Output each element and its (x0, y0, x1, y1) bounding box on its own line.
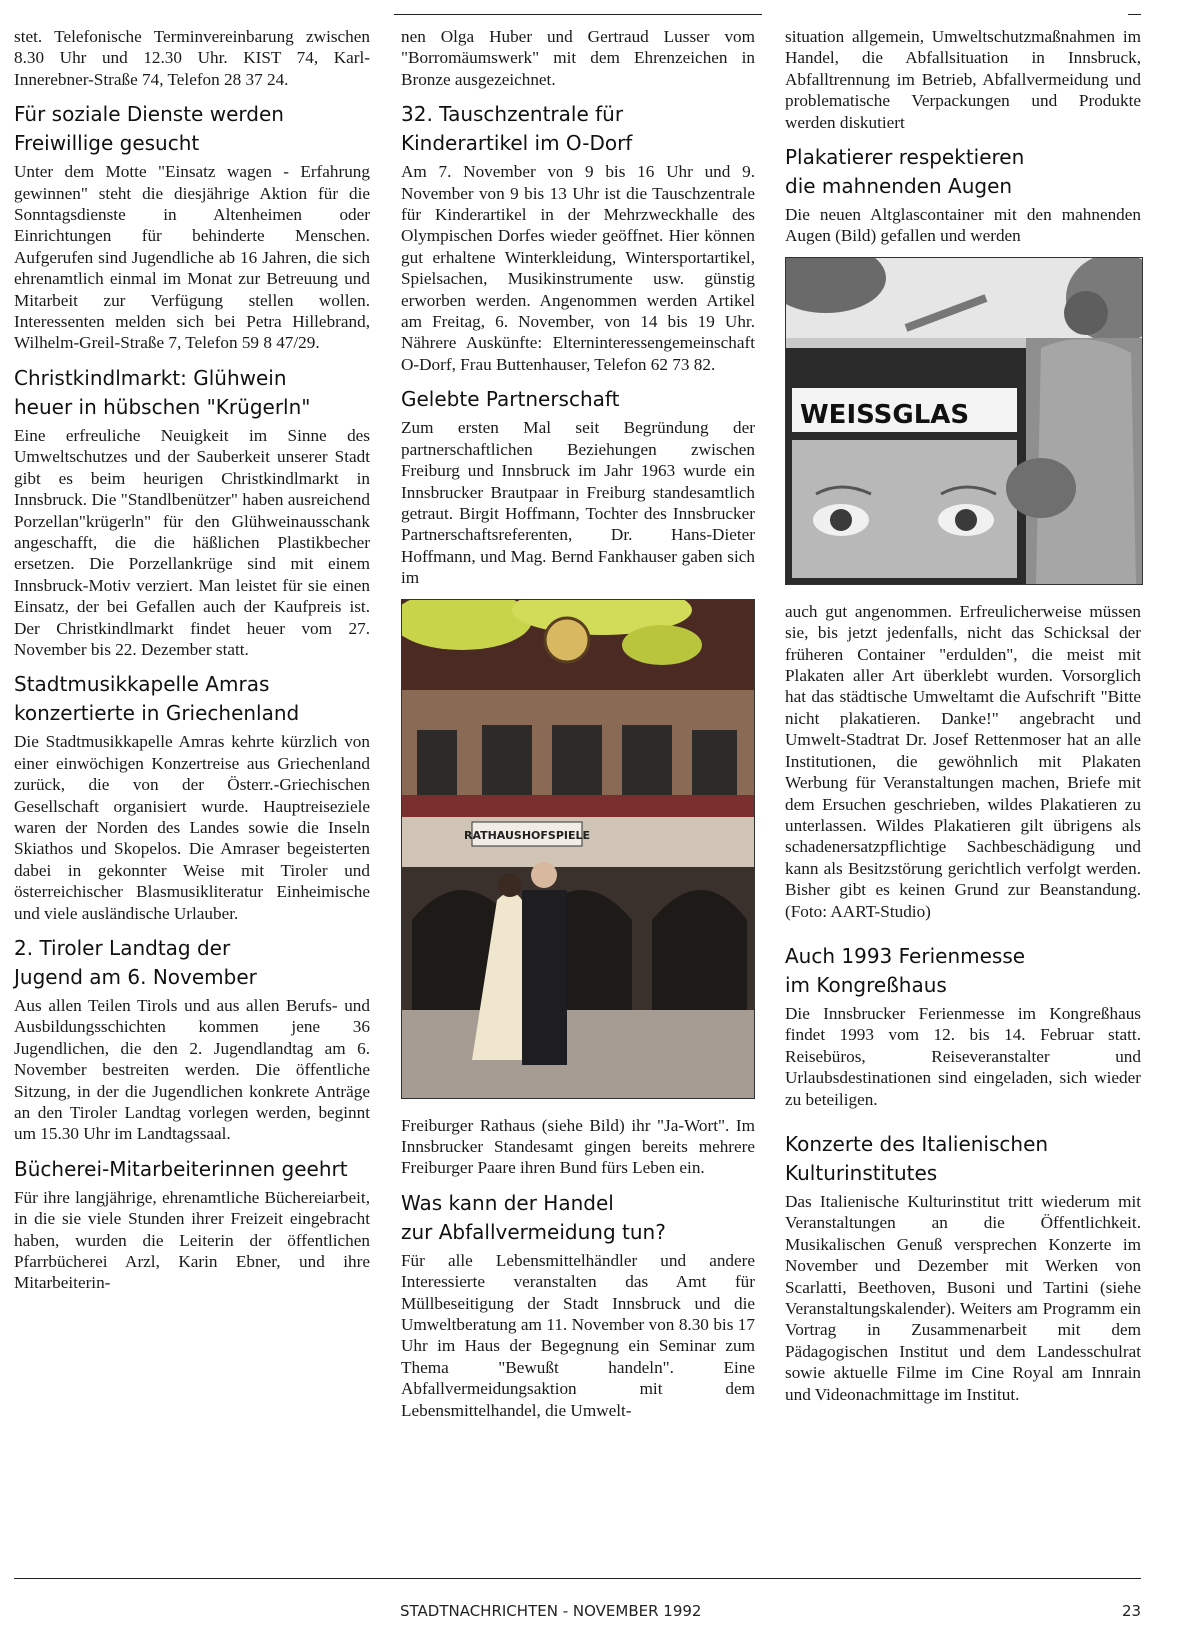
article-text: Für ihre langjährige, ehrenamtliche Büchereiarbeit, in die sie viele Stunden ihrer Freizeit eingebracht haben, wurden die Leiterin der öffentlichen Pfarrbücherei Arzl, Karin Ebner, und ihre Mitarbeiterin- (14, 1187, 370, 1293)
article-heading: 2. Tiroler Landtag der Jugend am 6. November (14, 936, 257, 989)
article-text: Das Italienische Kulturinstitut tritt wiederum mit Veranstaltungen an die Öffentlichkeit. Musikalischen Genuß versprechen Konzerte im November und Dezember mit Werken von Scarlatti, Beethoven, Busoni und Tartini (siehe Veranstaltungskalender). Weiters am Programm ein Vortrag in Zusammenarbeit mit dem Pädagogischen Institut und dem Landesschulrat sowie aktuelle Filme im Cine Royal am Innrain und Videonachmittage im Institut. (785, 1191, 1141, 1404)
article-text: Die Innsbrucker Ferienmesse im Kongreßhaus findet 1993 vom 12. bis 14. Februar statt. Reisebüros, Reiseveranstalter und Urlaubsdestinationen sind eingeladen, sich wieder zu beteiligen. (785, 1003, 1141, 1109)
wedding-photo (401, 599, 755, 1099)
photo-sign-text: RATHAUSHOFSPIELE (463, 828, 591, 842)
article-text: Aus allen Teilen Tirols und aus allen Berufs- und Ausbildungsschichten kommen jene 36 Jugendlichen, die den 2. Jugendlandtag am 6. November bestreiten werden. Die öffentliche Sitzung, in der die Jugendlichen konkrete Anträge an den Tiroler Landtag vorlegen werden, beginnt um 15.30 Uhr im Landtagssaal. (14, 996, 370, 1144)
photo-sign-text: WEISSGLAS (800, 399, 970, 430)
article-heading: Plakatierer respektieren die mahnenden Augen (785, 145, 1025, 199)
footer-rule (14, 1578, 1141, 1579)
article-heading: Stadtmusikkapelle Amras konzertierte in Griechenland (14, 672, 300, 726)
container-photo-illustration (786, 258, 1142, 584)
article-heading: Auch 1993 Ferienmesse im Kongreßhaus (785, 943, 1026, 997)
article-text: Zum ersten Mal seit Begründung der partnerschaftlichen Beziehungen zwischen Freiburg und Innsbruck im Jahr 1963 wurde ein Innsbrucker Brautpaar in Freiburg standesamtlich getraut. Birgit Hoffmann, Tochter des Innsbrucker Partnerschaftsreferenten, Dr. Hans-Dieter Hoffmann, und Mag. Bernd Fankhauser gaben sich im (401, 418, 755, 588)
article-heading: Für soziale Dienste werden Freiwillige gesucht (14, 102, 284, 156)
article-text: auch gut angenommen. Erfreulicherweise müssen sie, bis jetzt jedenfalls, nicht das Schicksal der früheren Container "erdulden", die meist mit Plakaten aller Art überklebt wurden. Vorsorglich hat das städtische Umweltamt die Aufschrift "Bitte nicht plakatieren. Danke!" angebracht und Umwelt-Stadtrat Dr. Josef Rettenmoser hat an alle Institutionen, die gewöhnlich mit Plakaten Werbung für Veranstaltungen machen, Briefe mit dem Ersuchen geschrieben, wildes Plakatieren zu unterlassen. Wildes Plakatieren gilt übrigens als schadenersatzpflichtige Sachbeschädigung und kann als Besitzstörung gerichtlich verfolgt werden. Bisher gibt es keinen Grund zur Beanstandung. (Foto: AART-Studio) (785, 601, 1141, 921)
wedding-photo-illustration (402, 600, 754, 1098)
top-rule-right (1128, 14, 1141, 15)
column-3 (785, 26, 1141, 1415)
article-text: Die neuen Altglascontainer mit den mahnenden Augen (Bild) gefallen und werden (785, 205, 1141, 246)
column-2 (401, 26, 755, 1431)
page-number: 23 (1122, 1602, 1142, 1620)
top-rule (394, 14, 762, 15)
article-heading: Gelebte Partnerschaft (401, 387, 620, 412)
article-text: Eine erfreuliche Neuigkeit im Sinne des Umweltschutzes und der Sauberkeit unserer Stadt gibt es beim heurigen Christkindlmarkt in Innsbruck. Die "Standlbenützer" haben ausreichend Porzellan"krügerln" für den Glühweinausschank angeschafft, die die häßlichen Plastikbecher ersetzen. Die Porzellankrüge sind mit einem Innsbruck-Motiv verziert. Man leistet für sie einen Einsatz, der bei Gefallen auch der Kaufpreis ist. Der Christkindlmarkt findet heuer vom 27. November bis 22. Dezember statt. (14, 425, 370, 659)
footer-publication: STADTNACHRICHTEN - NOVEMBER 1992 (400, 1602, 702, 1620)
article-heading: Bücherei-Mitarbeiterinnen geehrt (14, 1156, 348, 1181)
article-text: nen Olga Huber und Gertraud Lusser vom "Borromäumswerk" mit dem Ehrenzeichen in Bronze ausgezeichnet. (401, 27, 755, 89)
article-text: stet. Telefonische Terminvereinbarung zwischen 8.30 Uhr und 12.30 Uhr. KIST 74, Karl-Innerebner-Straße 74, Telefon 28 37 24. (14, 27, 370, 89)
article-text: Freiburger Rathaus (siehe Bild) ihr "Ja-Wort". Im Innsbrucker Standesamt gingen bereits mehrere Freiburger Paare ihren Bund fürs Leben ein. (401, 1115, 755, 1178)
article-heading: Konzerte des Italienischen Kulturinstitutes (785, 1131, 1049, 1185)
article-text: Die Stadtmusikkapelle Amras kehrte kürzlich von einer einwöchigen Konzertreise aus Griechenland zurück, die von der Österr.-Griechischen Gesellschaft organisiert wurde. Hauptreiseziele waren der Norden des Landes sowie die Inseln Skiathos und Skopelos. Die Amraser begeisterten dabei in gekonnter Weise mit Tiroler und österreichischer Blasmusikliteratur Einheimische und viele ausländische Urlauber. (14, 732, 370, 923)
container-photo (785, 257, 1143, 585)
article-text: Am 7. November von 9 bis 16 Uhr und 9. November von 9 bis 13 Uhr ist die Tauschzentrale für Kinderartikel in der Mehrzweckhalle des Olympischen Dorfes wieder geöffnet. Hier können gut erhaltene Winterkleidung, Wintersportartikel, Spielsachen, Musikinstrumente usw. günstig erworben werden. Angenommen werden Artikel am Freitag, 6. November, von 14 bis 19 Uhr. Nährere Auskünfte: Elterninteressengemeinschaft O-Dorf, Frau Buttenhauser, Telefon 62 73 82. (401, 162, 755, 374)
article-text: situation allgemein, Umweltschutzmaßnahmen im Handel, die Abfallsituation in Innsbruck, Abfalltrennung im Betrieb, Abfallvermeidung und problematische Verpackungen und Produkte werden diskutiert (785, 27, 1141, 132)
article-text: Unter dem Motte "Einsatz wagen - Erfahrung gewinnen" steht die diesjährige Aktion für die Sonntagsdienste in Altenheimen oder Einrichtungen für behinderte Menschen. Aufgerufen sind Jugendliche ab 16 Jahren, die sich ehrenamtlich einmal im Monat zur Betreuung und Mitarbeit zur Verfügung stellen wollen. Interessenten melden sich bei Petra Hillebrand, Wilhelm-Greil-Straße 7, Telefon 59 8 47/29. (14, 162, 370, 353)
column-1 (14, 26, 370, 1304)
article-text: Für alle Lebensmittelhändler und andere Interessierte veranstalten das Amt für Müllbeseitigung der Stadt Innsbruck und die Umweltberatung am 11. November von 8.30 bis 17 Uhr im Haus der Begegnung ein Seminar zum Thema "Bewußt handeln". Eine Abfallvermeidungsaktion mit dem Lebensmittelhandel, die Umwelt- (401, 1250, 755, 1420)
article-heading: Christkindlmarkt: Glühwein heuer in hübschen "Krügerln" (14, 365, 311, 419)
article-heading: 32. Tauschzentrale für Kinderartikel im O-Dorf (401, 102, 633, 156)
article-heading: Was kann der Handel zur Abfallvermeidung tun? (401, 1190, 666, 1244)
